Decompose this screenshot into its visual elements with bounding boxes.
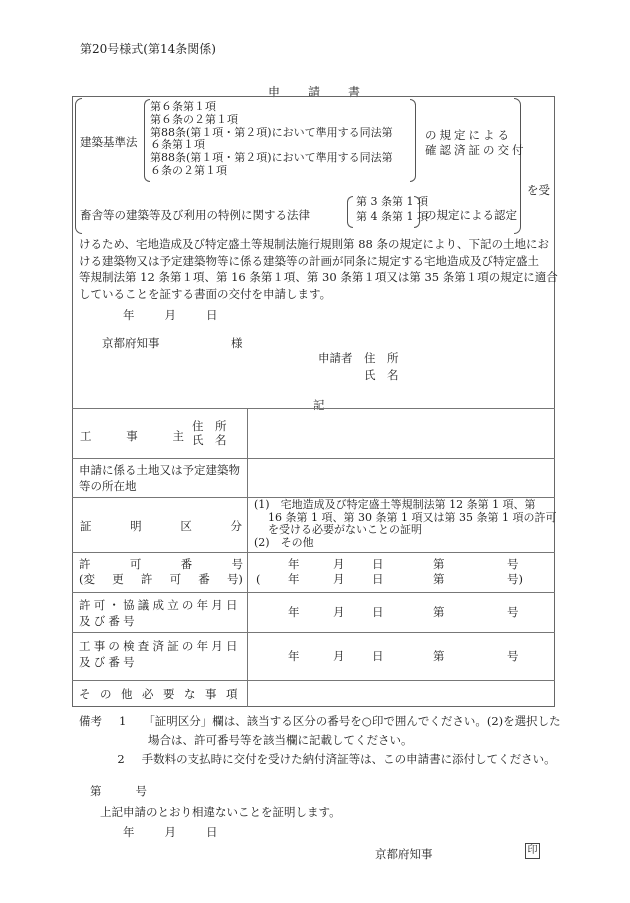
year-label: 年 (288, 605, 300, 619)
note-text: 場合は、許可番号等を該当欄に記載してください。 (148, 733, 413, 747)
owner-address-label: 住 所 (192, 419, 227, 433)
month-label: 月 (164, 308, 176, 322)
kakunin-line: 確認済証の交付 (425, 143, 527, 157)
label-line: 及び番号 (79, 614, 138, 628)
dai-label: 第 (90, 784, 102, 798)
day-label: 日 (372, 572, 384, 586)
row-divider (72, 680, 555, 681)
livestock-left-bracket (347, 196, 353, 228)
body-line: ける建築物又は予定建築物等に係る建築等の計画が同条に規定する宅地造成及び特定盛土 (79, 253, 539, 268)
label-char: 許 (140, 572, 153, 586)
label-char: 番 (198, 572, 210, 586)
cert-option-1-cont: を受ける必要がないことの証明 (268, 523, 422, 536)
year-label: 年 (123, 308, 135, 322)
application-body (79, 236, 558, 302)
applicant-name-label: 氏 名 (364, 368, 399, 382)
go-label: 号 (507, 605, 519, 619)
applicant-address-label: 住 所 (364, 351, 399, 365)
label-line: 等の所在地 (79, 479, 137, 493)
applicant-label: 申請者 (318, 351, 353, 365)
certification-date[interactable] (123, 824, 248, 840)
row-divider (72, 592, 555, 593)
note-text: 手数料の支払時に交付を受けた納付済証等は、この申請書に添付してください。 (141, 752, 556, 766)
dai-label: 第 (433, 557, 445, 571)
label-char: 許 (79, 557, 91, 571)
label-char: 工 (80, 429, 92, 443)
label-char: 証 (80, 519, 92, 533)
year-label: 年 (288, 649, 300, 663)
owner-label (80, 428, 184, 444)
title-char: 請 (308, 85, 321, 99)
woju-text: を受 (527, 183, 550, 197)
label-char: 更 (112, 572, 124, 586)
go-label: 号) (507, 572, 523, 586)
dai-label: 第 (433, 572, 445, 586)
body-line: していることを証する書面の交付を申請します。 (79, 286, 332, 301)
articles-right-bracket (410, 99, 416, 182)
kakunin-text (425, 128, 527, 158)
label-line: 及び番号 (79, 655, 138, 669)
label-char: 可 (129, 557, 142, 571)
row-divider (72, 458, 555, 459)
title-char: 書 (348, 85, 361, 99)
note-text: 「証明区分」欄は、該当する区分の番号を○印で囲んでください。(2)を選択した (143, 714, 561, 728)
other-matters-input[interactable] (249, 682, 552, 705)
cert-option-2[interactable]: (2) その他 (254, 535, 314, 549)
article-line: 第６条の２第１項 (150, 112, 238, 126)
day-label: 日 (206, 308, 218, 322)
go-label: 号 (507, 557, 519, 571)
dai-label: 第 (433, 605, 445, 619)
inspection-label (79, 638, 241, 670)
label-char: 明 (130, 519, 142, 533)
label-line: 許可・協議成立の年月日 (79, 598, 241, 612)
certificate-number[interactable] (90, 783, 147, 799)
day-label: 日 (372, 557, 384, 571)
column-divider (247, 408, 248, 707)
cert-type-options (254, 499, 556, 549)
go-label: 号 (507, 649, 519, 663)
owner-sub-labels (192, 419, 227, 447)
remarks-label: 備考 (79, 714, 102, 728)
article-line: ６条の２第１項 (150, 163, 227, 177)
owner-input[interactable] (249, 410, 552, 456)
owner-name-label: 氏 名 (192, 433, 227, 447)
location-input[interactable] (249, 460, 552, 495)
month-label: 月 (333, 557, 345, 571)
certifying-official: 京都府知事 (375, 847, 433, 861)
month-label: 月 (164, 825, 176, 839)
dai-label: 第 (433, 649, 445, 663)
seal-box: 印 (525, 843, 540, 859)
label-char: 区 (180, 519, 192, 533)
article-line: ６条第１項 (150, 138, 205, 152)
label-char: 号 (231, 557, 243, 571)
day-label: 日 (372, 605, 384, 619)
article-line: 第88条(第１項・第２項)において準用する同法第 (150, 125, 393, 139)
month-label: 月 (333, 572, 345, 586)
other-matters-label: その他必要な事項 (79, 687, 247, 701)
year-label: 年 (288, 572, 300, 586)
article-line: 第 4 条第 1 項 (356, 210, 428, 223)
month-label: 月 (333, 605, 345, 619)
label-char: 号) (226, 572, 243, 586)
year-label: 年 (123, 825, 135, 839)
paren-open: ( (256, 572, 261, 586)
honorific: 様 (231, 336, 243, 350)
livestock-articles (356, 194, 428, 224)
nintei-text: の規定による認定 (425, 208, 517, 222)
article-line: 第 3 条第 1 項 (356, 195, 428, 208)
row-divider (72, 552, 555, 553)
kakunin-line: の規定による (425, 128, 512, 142)
row-divider (72, 632, 555, 633)
go-label: 号 (135, 784, 147, 798)
form-code: 第20号様式(第14条関係) (80, 42, 216, 56)
label-char: (変 (79, 572, 95, 586)
agreement-label (79, 597, 241, 629)
note-number: 2 (117, 752, 125, 766)
livestock-law: 畜舎等の建築等及び利用の特例に関する法律 (80, 208, 310, 222)
cert-type-label (80, 518, 242, 534)
article-line: 第６条第１項 (150, 100, 216, 113)
application-date[interactable] (123, 307, 248, 323)
row-divider (72, 408, 555, 409)
label-char: 主 (172, 429, 184, 443)
body-line: けるため、宅地造成及び特定盛土等規制法施行規則第 88 条の規定により、下記の土地にお (79, 237, 549, 251)
label-line: 申請に係る土地又は予定建築物 (79, 463, 240, 477)
cert-option-1-cont: 16 条第 1 項、第 30 条第 1 項又は第 35 条第 1 項の許可 (268, 510, 557, 524)
location-label (79, 462, 240, 494)
addressee: 京都府知事 (102, 336, 160, 350)
cert-option-1[interactable]: (1) 宅地造成及び特定盛土等規制法第 12 条第 1 項、第 (254, 498, 536, 511)
month-label: 月 (333, 649, 345, 663)
day-label: 日 (372, 649, 384, 663)
label-char: 可 (169, 572, 182, 586)
day-label: 日 (206, 825, 218, 839)
year-label: 年 (288, 557, 300, 571)
label-char: 番 (180, 557, 193, 571)
article-line: 第88条(第１項・第２項)において準用する同法第 (150, 151, 393, 165)
label-line: 工事の検査済証の年月日 (79, 639, 241, 653)
building-standards-law: 建築基準法 (80, 135, 138, 149)
permit-number-label (79, 557, 243, 587)
building-law-articles (150, 101, 393, 178)
permit-number-values[interactable] (256, 557, 546, 587)
body-line: 等規制法第 12 条第１項、第 16 条第１項、第 30 条第１項又は第 35 条第１項の規定に適合 (79, 270, 558, 284)
note-number: 1 (118, 714, 127, 728)
title-char: 申 (268, 85, 281, 99)
label-char: 事 (126, 429, 138, 443)
certification-statement: 上記申請のとおり相違ないことを証明します。 (100, 805, 341, 819)
inspection-values[interactable] (256, 649, 546, 664)
remarks (79, 712, 561, 769)
label-char: 分 (230, 519, 242, 533)
agreement-values[interactable] (256, 605, 546, 620)
ki-heading: 記 (313, 398, 325, 412)
